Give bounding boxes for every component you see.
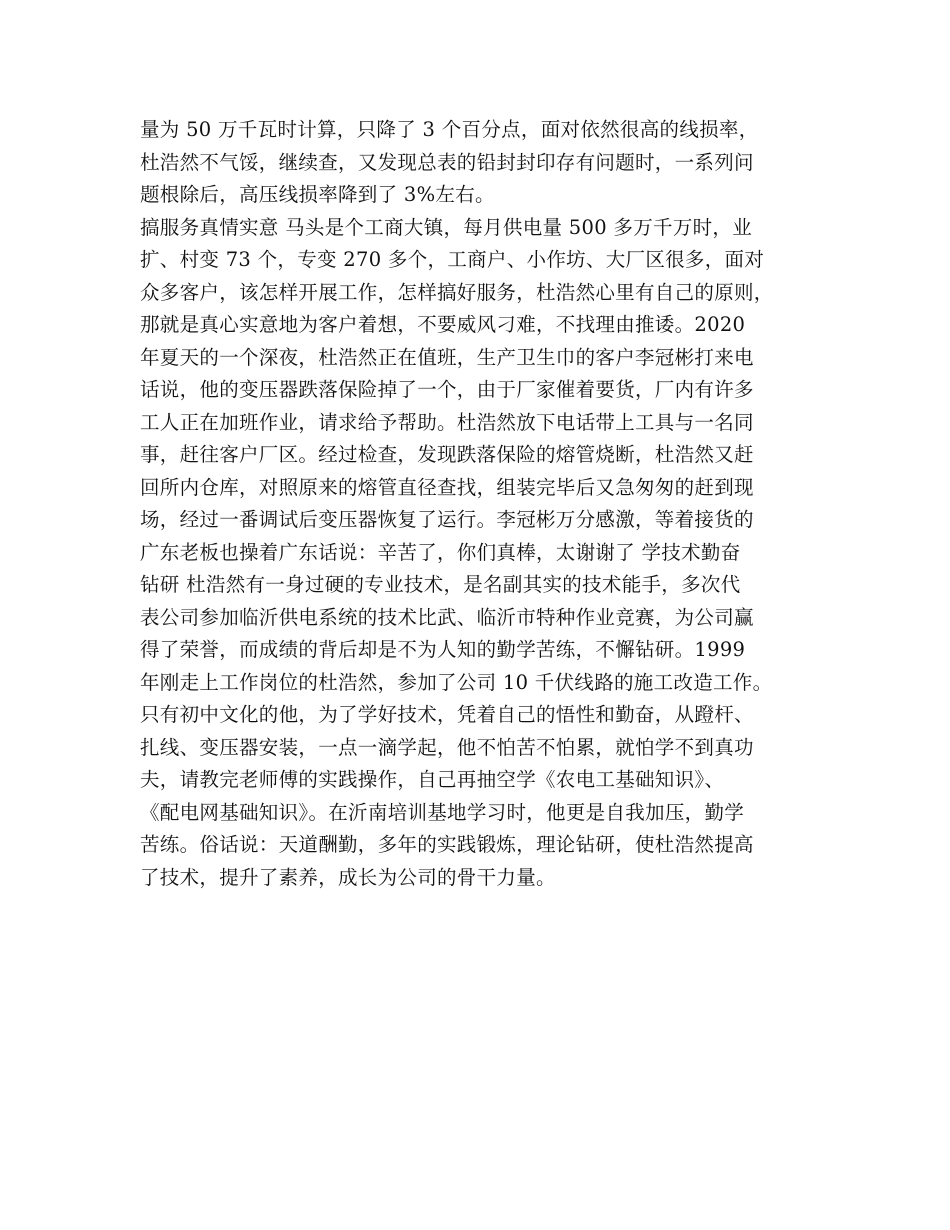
text-line: 场，经过一番调试后变压器恢复了运行。李冠彬万分感激，等着接货的 (140, 508, 754, 531)
text-line: 夫，请教完老师傅的实践操作，自己再抽空学《农电工基础知识》、 (140, 768, 725, 791)
text-line: 搞服务真情实意 马头是个工商大镇，每月供电量 500 多万千万时，业 (140, 215, 753, 239)
text-line: 杜浩然不气馁，继续查，又发现总表的铅封封印存有问题时，一系列问 (140, 150, 754, 174)
text-line: 工人正在加班作业，请求给予帮助。杜浩然放下电话带上工具与一名同 (140, 410, 754, 434)
text-line: 那就是真心实意地为客户着想，不要威风刁难，不找理由推诿。2020 (140, 313, 746, 336)
text-line: 量为 50 万千瓦时计算，只降了 3 个百分点，面对依然很高的线损率， (140, 118, 759, 141)
text-line: 话说，他的变压器跌落保险掉了一个，由于厂家催着要货，厂内有许多 (140, 378, 754, 401)
text-line: 事，赶往客户厂区。经过检查，发现跌落保险的熔管烧断，杜浩然又赶 (140, 443, 754, 466)
text-line: 扩、村变 73 个，专变 270 多个，工商户、小作坊、大厂区很多，面对 (140, 248, 765, 271)
text-line: 苦练。俗话说：天道酬勤，多年的实践锻炼，理论钻研，使杜浩然提高 (140, 833, 754, 856)
text-line: 年夏天的一个深夜，杜浩然正在值班，生产卫生巾的客户李冠彬打来电 (140, 345, 754, 369)
text-line: 了技术，提升了素养，成长为公司的骨干力量。 (140, 865, 556, 889)
text-line: 年刚走上工作岗位的杜浩然，参加了公司 10 千伏线路的施工改造工作。 (140, 670, 773, 694)
text-line: 得了荣誉，而成绩的背后却是不为人知的勤学苦练，不懈钻研。1999 (140, 638, 746, 661)
text-line: 《配电网基础知识》。在沂南培训基地学习时，他更是自我加压，勤学 (140, 800, 745, 824)
text-line: 表公司参加临沂供电系统的技术比武、临沂市特种作业竞赛，为公司赢 (140, 605, 754, 629)
body-text (140, 114, 840, 894)
text-line: 题根除后，高压线损率降到了 3%左右。 (140, 183, 495, 206)
text-line: 钻研 杜浩然有一身过硬的专业技术，是名副其实的技术能手，多次代 (140, 573, 741, 596)
text-line: 扎线、变压器安装，一点一滴学起，他不怕苦不怕累，就怕学不到真功 (140, 735, 754, 759)
text-line: 广东老板也操着广东话说：辛苦了，你们真棒，太谢谢了 学技术勤奋 (140, 540, 741, 564)
text-line: 回所内仓库，对照原来的熔管直径查找，组装完毕后又急匆匆的赶到现 (140, 475, 754, 499)
text-line: 众多客户，该怎样开展工作，怎样搞好服务，杜浩然心里有自己的原则， (140, 280, 774, 304)
text-line: 只有初中文化的他，为了学好技术，凭着自己的悟性和勤奋，从蹬杆、 (140, 703, 754, 726)
